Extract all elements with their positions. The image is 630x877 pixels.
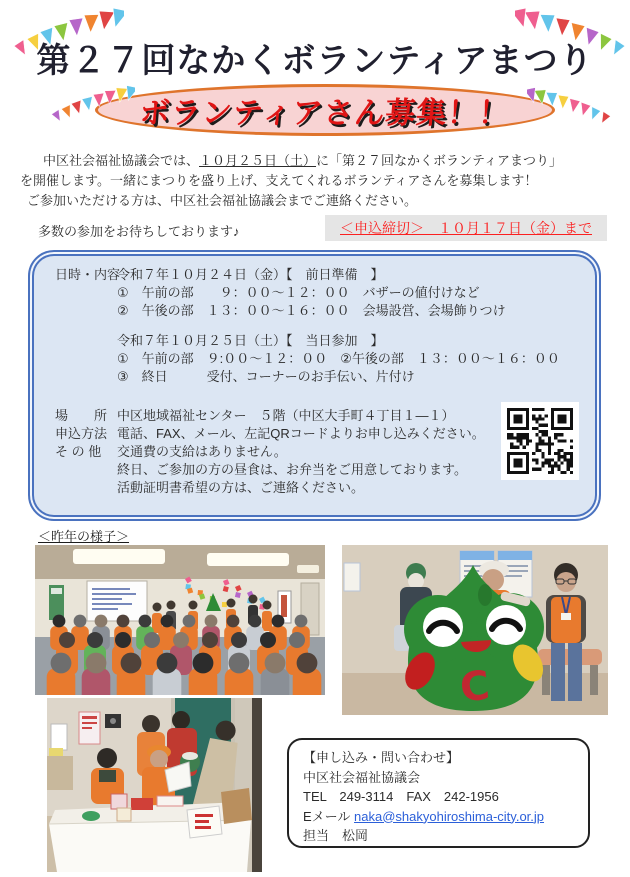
contact-email-label: Eメール xyxy=(303,808,355,824)
info-line: ① 午前の部 ９:００～１２：００ ②午後の部 １３：００～１６：００ xyxy=(117,351,560,366)
info-line: 終日、ご参加の方の昼食は、お弁当をご用意しております。 xyxy=(117,462,467,477)
contact-box xyxy=(287,738,590,848)
contact-heading: 【申し込み・問い合わせ】 xyxy=(303,750,460,765)
page-title: 第２７回なかくボランティアまつり xyxy=(36,41,594,81)
intro-paragraph xyxy=(20,151,614,211)
bunting-garland-right-icon xyxy=(527,86,612,136)
info-place-value: 中区地域福祉センター ５階（中区大手町４丁目１―１） xyxy=(117,408,455,423)
photo-mascot xyxy=(342,545,608,715)
info-line: 活動証明書希望の方は、ご連絡ください。 xyxy=(117,480,365,495)
contact-person: 担当 松岡 xyxy=(303,828,369,843)
info-apply-value: 電話、FAX、メール、左記QRコードよりお申し込みください。 xyxy=(117,426,485,441)
intro-line-3: ご参加いただける方は、中区社会福祉協議会までご連絡ください。 xyxy=(27,193,418,208)
info-line: ② 午後の部 １３：００～１６：００ 会場設営、会場飾りつけ xyxy=(117,303,506,318)
intro-line-1: 中区社会福祉協議会では、１０月２５日（土）に「第２７回なかくボランティアまつり」 xyxy=(30,153,562,168)
bunting-garland-left-icon xyxy=(50,84,135,134)
contact-tel-fax: TEL 249-3114 FAX 242-1956 xyxy=(303,789,499,804)
info-line: ③ 終日 受付、コーナーのお手伝い、片付け xyxy=(117,369,415,384)
photo-auditorium xyxy=(35,545,325,695)
intro-line-2: を開催します。一緒にまつりを盛り上げ、支えてくれるボランティアさんを募集します！ xyxy=(20,173,538,188)
info-box xyxy=(28,250,601,521)
photos-caption: ＜昨年の様子＞ xyxy=(38,529,130,544)
svg-text:C: C xyxy=(457,662,492,712)
contact-org: 中区社会福祉協議会 xyxy=(303,769,421,785)
invite-line: 多数の参加をお待ちしております♪ xyxy=(38,224,240,239)
info-label-place: 場 所 xyxy=(55,408,108,423)
info-label-datetime: 日時・内容 xyxy=(55,267,121,282)
recruit-banner-text: ボランティアさん募集！！ xyxy=(138,96,512,131)
info-label-apply: 申込方法 xyxy=(55,426,108,441)
info-line: 令和７年１０月２５日（土）【 当日参加 】 xyxy=(117,333,384,348)
info-line: 交通費の支給はありません。 xyxy=(117,444,287,459)
event-date-underlined: １０月２５日（土） xyxy=(199,153,317,168)
deadline-badge: ＜申込締切＞ １０月１７日（金）まで xyxy=(325,215,607,241)
photo-reception xyxy=(47,698,262,872)
email-link[interactable]: naka@shakyohiroshima-city.or.jp xyxy=(354,808,545,824)
info-label-other: そ の 他 xyxy=(55,444,102,459)
info-row-datetime xyxy=(55,266,579,386)
qr-code xyxy=(501,402,579,480)
info-line: 令和７年１０月２４日（金）【 前日準備 】 xyxy=(117,267,384,282)
contact-email-row xyxy=(303,807,588,827)
recruit-banner xyxy=(95,84,555,136)
info-line: ① 午前の部 ９：００～１２：００ バザーの値付けなど xyxy=(117,285,480,300)
